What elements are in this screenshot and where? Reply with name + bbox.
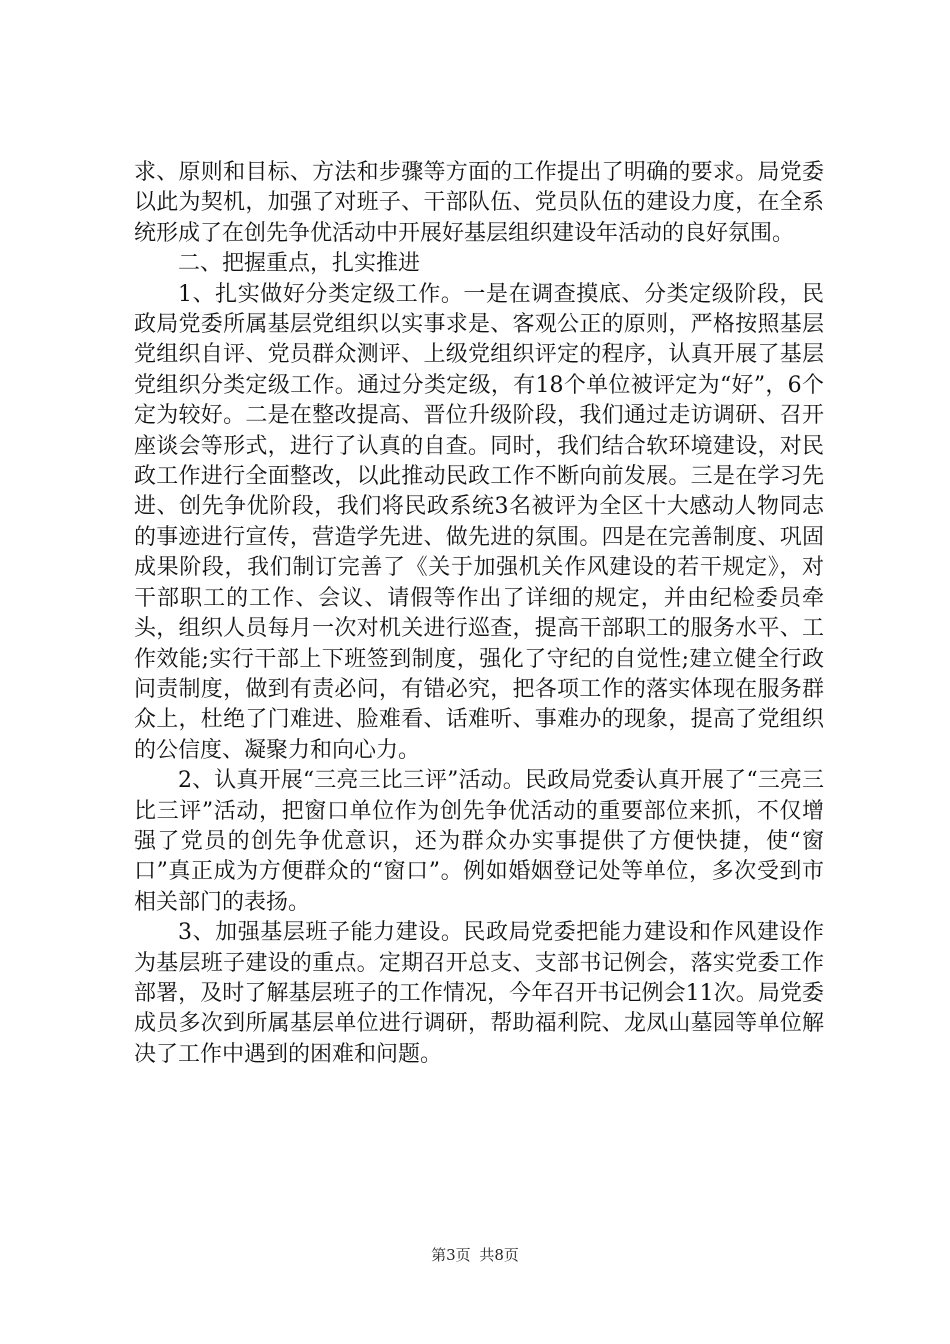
section-heading-2: 二、把握重点，扎实推进 — [178, 251, 421, 277]
paragraph-item-3: 3、加强基层班子能力建设。民政局党委把能力建设和作风建设作为基层班子建设的重点。定期召开总支、支部书记例会，落实党委工作部署，及时了解基层班子的工作情况，今年召开书记例会11次。局党委成员多次到所属基层单位进行调研，帮助福利院、龙凤山墓园等单位解决了工作中遇到的困难和问题。 — [134, 920, 824, 1067]
page-footer — [0, 1244, 950, 1265]
page-total: 共8页 — [479, 1246, 519, 1264]
page-number: 第3页 — [431, 1246, 471, 1264]
paragraph-item-1: 1、扎实做好分类定级工作。一是在调查摸底、分类定级阶段，民政局党委所属基层党组织以实事求是、客观公正的原则，严格按照基层党组织自评、党员群众测评、上级党组织评定的程序，认真开展了基层党组织分类定级工作。通过分类定级，有18个单位被评定为“好”，6个定为较好。二是在整改提高、晋位升级阶段，我们通过走访调研、召开座谈会等形式，进行了认真的自查。同时，我们结合软环境建设，对民政工作进行全面整改，以此推动民政工作不断向前发展。三是在学习先进、创先争优阶段，我们将民政系统3名被评为全区十大感动人物同志的事迹进行宣传，营造学先进、做先进的氛围。四是在完善制度、巩固成果阶段，我们制订完善了《关于加强机关作风建设的若干规定》，对干部职工的工作、会议、请假等作出了详细的规定，并由纪检委员牵头，组织人员每月一次对机关进行巡查，提高干部职工的服务水平、工作效能;实行干部上下班签到制度，强化了守纪的自觉性;建立健全行政问责制度，做到有责必问，有错必究，把各项工作的落实体现在服务群众上，杜绝了门难进、脸难看、话难听、事难办的现象，提高了党组织的公信度、凝聚力和向心力。 — [134, 281, 824, 763]
document-body — [134, 158, 824, 1070]
paragraph-item-2: 2、认真开展“三亮三比三评”活动。民政局党委认真开展了“三亮三比三评”活动，把窗口单位作为创先争优活动的重要部位来抓，不仅增强了党员的创先争优意识，还为群众办实事提供了方便快捷，使“窗口”真正成为方便群众的“窗口”。例如婚姻登记处等单位，多次受到市相关部门的表扬。 — [134, 768, 824, 915]
paragraph-intro-continued: 求、原则和目标、方法和步骤等方面的工作提出了明确的要求。局党委以此为契机，加强了对班子、干部队伍、党员队伍的建设力度，在全系统形成了在创先争优活动中开展好基层组织建设年活动的良好氛围。 — [134, 160, 824, 246]
